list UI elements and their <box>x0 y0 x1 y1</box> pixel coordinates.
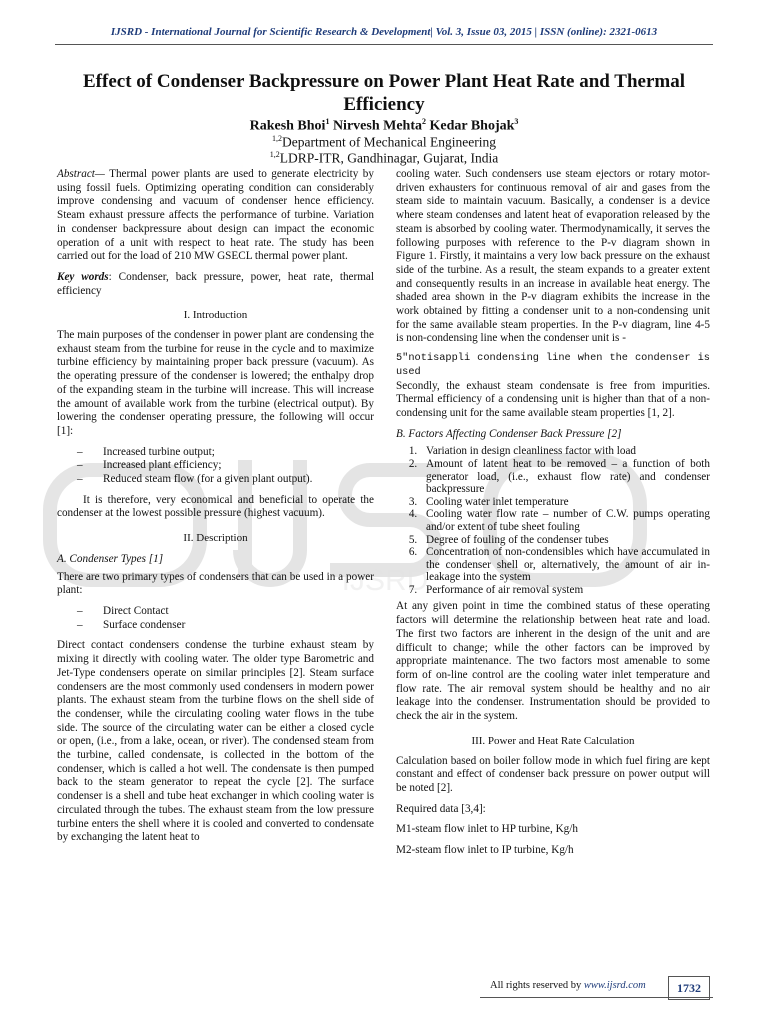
journal-header: IJSRD - International Journal for Scientific Research & Development| Vol. 3, Issue 03, 2015 | ISSN (online): 2321-0613 <box>110 26 658 38</box>
list-item: 2. Amount of latent heat to be removed – a function of both generator load, (i.e., exhaust flow rate) and condenser backpressure <box>420 458 710 496</box>
paragraph: Direct contact condensers condense the turbine exhaust steam by mixing it directly with cooling water. The older type Barometric and Jet-Type condensers operate on similar principles [2]. Steam surface condensers are the most commonly used condensers in modern power plants. The exhaust steam from the turbine flows on the shell side of the condenser, while the circulating cooling water flows in the tube side. The source of the circulating water can be either a closed cycle or open, (i.e., from a lake, ocean, or river). The condensed steam from the turbine, called condensate, is collected in the bottom of the condenser, which is called a hot well. The condensate is then pumped back to the steam generator to repeat the cycle [2]. The surface condenser is a shell and tube heat exchanger in which cooling water is circulated through the tubes. The exhaust steam from the low pressure turbine enters the shell where it is cooled and converted to condensate by exchanging the latent heat to <box>57 639 374 844</box>
affiliation-sup: 1,2 <box>271 134 282 143</box>
author-line <box>0 117 768 135</box>
footer-text: All rights reserved by <box>490 980 584 991</box>
footer-link[interactable]: www.ijsrd.com <box>583 980 646 991</box>
author-sup: 2 <box>421 117 426 126</box>
benefits-list <box>57 446 374 487</box>
section-heading-description: II. Description <box>183 532 248 545</box>
data-item: M2-steam flow inlet to IP turbine, Kg/h <box>396 844 574 857</box>
keywords <box>57 271 374 298</box>
list-item: – Surface condenser <box>77 619 374 633</box>
section-heading-introduction: I. Introduction <box>183 309 248 322</box>
author-sup: 1 <box>325 117 330 126</box>
subsection-heading: B. Factors Affecting Condenser Back Pressure [2] <box>396 427 622 440</box>
paragraph: There are two primary types of condensers that can be used in a power plant: <box>57 570 374 597</box>
paragraph: Calculation based on boiler follow mode in which fuel firing are kept constant and effect of condenser back pressure on power output will be noted [2]. <box>396 754 710 794</box>
list-item: 1. Variation in design cleanliness factor with load <box>420 445 710 458</box>
affiliation-dept-text: Department of Mechanical Engineering <box>281 134 497 150</box>
condenser-types-list <box>57 605 374 632</box>
factors-list <box>396 445 710 596</box>
list-item: – Increased plant efficiency; <box>77 459 374 473</box>
list-item: 6. Concentration of non-condensibles which have accumulated in the condenser shell or, alternatively, the amount of air in-leakage into the system <box>420 546 710 584</box>
affiliation-dept <box>0 134 768 151</box>
formula-line: 5"notisappli condensing line when the condenser is used <box>396 352 710 378</box>
left-column <box>57 168 374 852</box>
paper-title: Effect of Condenser Backpressure on Power Plant Heat Rate and Thermal Efficiency <box>83 71 685 115</box>
keywords-text: : Condenser, back pressure, power, heat rate, thermal efficiency <box>57 270 375 297</box>
list-item: 5. Degree of fouling of the condenser tubes <box>420 534 710 547</box>
list-item: – Reduced steam flow (for a given plant output). <box>77 473 374 487</box>
list-item: 7. Performance of air removal system <box>420 584 710 597</box>
abstract-label: Abstract— <box>57 168 105 180</box>
paragraph: The main purposes of the condenser in power plant are condensing the exhaust steam from the turbine for reuse in the cycle and to maximize turbine efficiency by maintaining proper back pressure (vacuum). As the operating pressure of the condenser is lowered; the enthalpy drop of the expanding steam in the turbine will increase. This will increase the amount of available work from the turbine (electrical output). By lowering the condenser operating pressure, the following will occur [1]: <box>57 329 374 437</box>
affiliation-sup: 1,2 <box>269 150 280 159</box>
section-heading-calculation: III. Power and Heat Rate Calculation <box>471 734 635 747</box>
paragraph: cooling water. Such condensers use steam ejectors or rotary motor-driven exhausters for continuous removal of air and gases from the steam side to maintain vacuum. Basically, a condenser is a device where steam condenses and latent heat of evaporation released by the steam is absorbed by cooling water. Thermodynamically, it serves the following purposes with reference to the P-v diagram shown in Figure 1. Firstly, it maintains a very low back pressure on the exhaust side of the turbine. As a result, the steam expands to a greater extent and consequently results in an increase in available heat energy. The shaded area shown in the P-v diagram exhibits the increase in the work obtained by fitting a condenser unit to a non-condensing unit for the same available steam properties. In the P-v diagram, line 4-5 is non-condensing line when the condenser unit is - <box>396 168 710 345</box>
required-data-label: Required data [3,4]: <box>396 802 486 815</box>
author-name: Rakesh Bhoi <box>249 118 326 134</box>
abstract-text: Thermal power plants are used to generate electricity by using fossil fuels. Optimizing operating condition can considerably improve condensing and vacuum of condenser hence efficiency. Steam exhaust pressure affects the performance of turbine. Variation in condenser backpressure about design can impact the economic operation of a unit with respect to heat rate. The study has been carried out for the load of 210 MW GSECL thermal power plant. <box>57 168 374 263</box>
affiliation-institute-text: LDRP-ITR, Gandhinagar, Gujarat, India <box>279 150 499 166</box>
author-sup: 3 <box>514 117 519 126</box>
abstract <box>57 168 374 264</box>
author-name: Kedar Bhojak <box>429 118 515 134</box>
list-item: – Direct Contact <box>77 605 374 619</box>
list-item: 3. Cooling water inlet temperature <box>420 496 710 509</box>
affiliation-institute <box>0 150 768 167</box>
subsection-heading: A. Condenser Types [1] <box>57 552 164 565</box>
list-item: 4. Cooling water flow rate – number of C.W. pumps operating and/or extent of tube sheet fouling <box>420 508 710 533</box>
list-item: – Increased turbine output; <box>77 446 374 460</box>
paragraph: At any given point in time the combined status of these operating factors will determine the relationship between heat rate and load. The first two factors are inherent in the design of the unit and are difficult to change; while the other factors can be improved by appropriate maintenance. The two factors most amenable to some form of on-line control are the cooling water inlet temperature and flow rate. The air removal system should be healthy and no air leakage into the condenser. Instrumentation should be provided to check the air in the system. <box>396 600 710 723</box>
author-name: Nirvesh Mehta <box>332 118 422 134</box>
right-column <box>396 168 710 865</box>
header-rule <box>55 44 713 45</box>
paragraph: Secondly, the exhaust steam condensate is free from impurities. Thermal efficiency of a condensing unit is higher than that of a non-condensing unit for the same available steam properties [1, 2]. <box>396 379 710 419</box>
keywords-label: Key words <box>57 270 109 283</box>
paragraph: It is therefore, very economical and beneficial to operate the condenser at the lowest possible pressure (highest vacuum). <box>57 493 374 520</box>
footer <box>490 980 646 991</box>
page-number: 1732 <box>668 976 710 1000</box>
watermark-text: IJSRD <box>341 564 429 597</box>
data-item: M1-steam flow inlet to HP turbine, Kg/h <box>396 823 578 836</box>
